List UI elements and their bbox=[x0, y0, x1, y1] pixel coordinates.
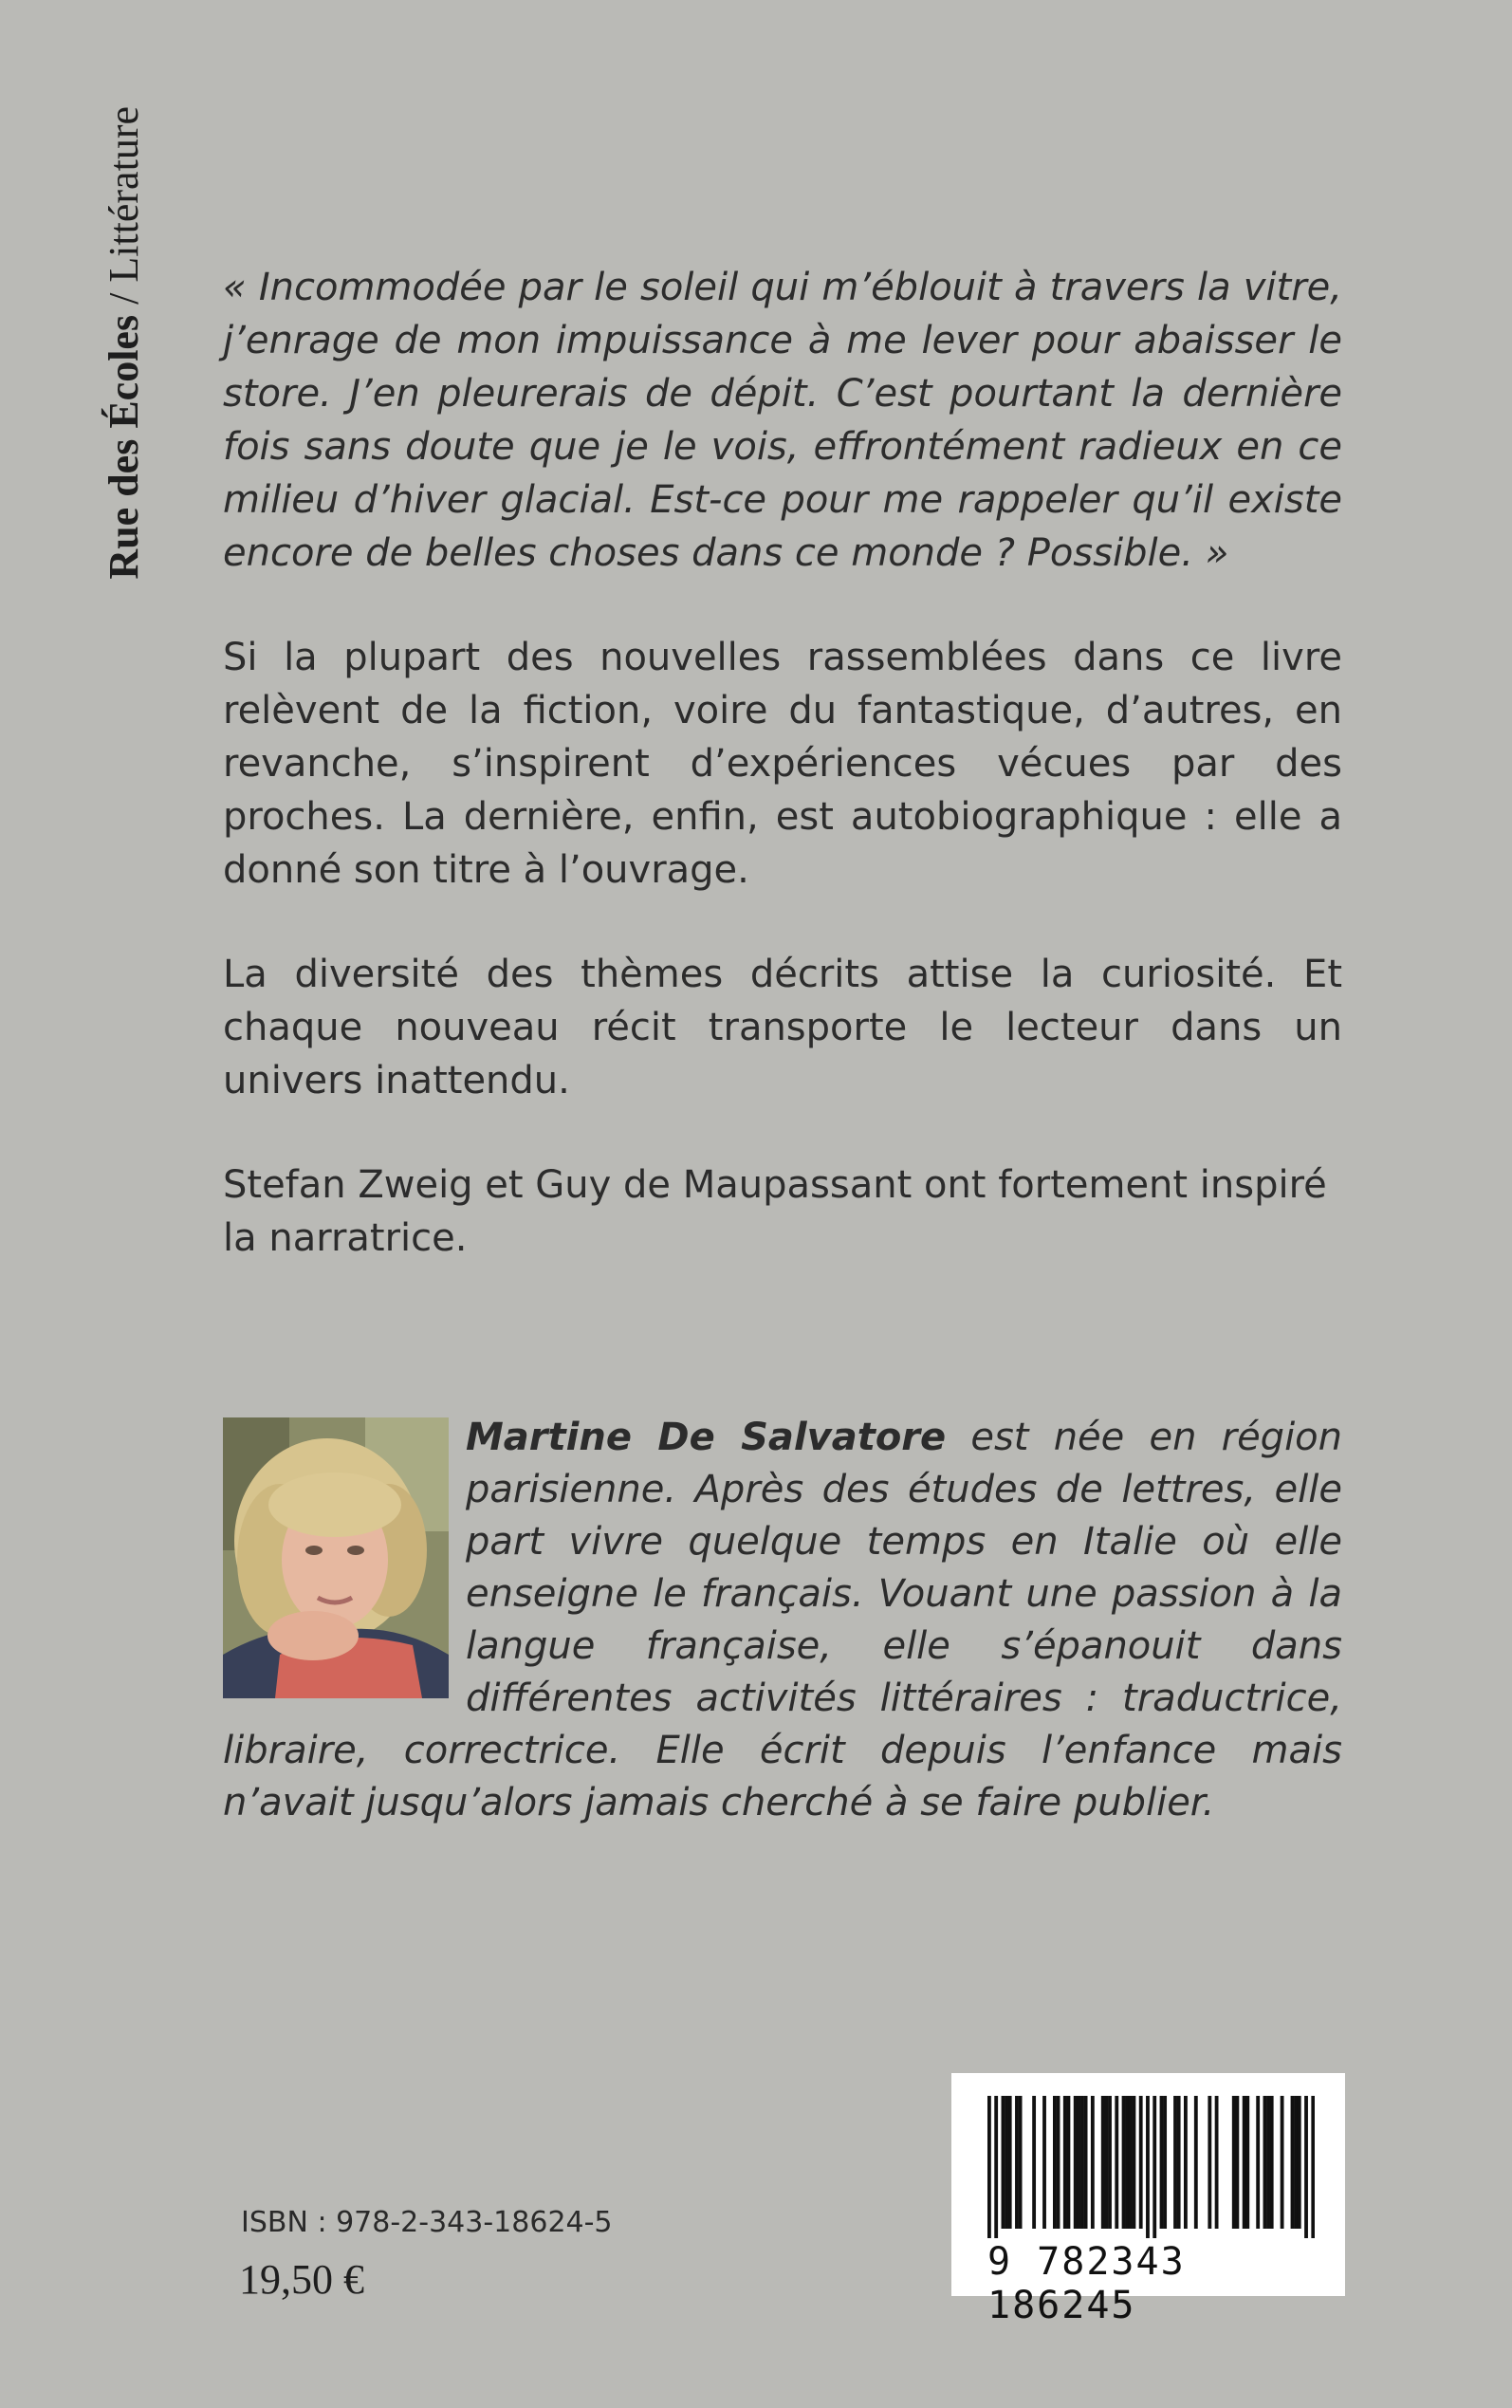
blurb bbox=[223, 261, 1342, 1265]
barcode-bar bbox=[1215, 2096, 1219, 2229]
barcode-bar bbox=[1104, 2096, 1108, 2229]
barcode-bar bbox=[1163, 2096, 1167, 2229]
barcode-bar bbox=[1291, 2096, 1295, 2229]
barcode-bar bbox=[1074, 2096, 1078, 2229]
barcode-bar bbox=[1304, 2096, 1308, 2238]
barcode-bar bbox=[1208, 2096, 1211, 2229]
barcode-bar bbox=[1032, 2096, 1036, 2229]
barcode-bar bbox=[1080, 2096, 1084, 2229]
barcode-bar bbox=[1057, 2096, 1060, 2229]
price: 19,50 € bbox=[239, 2256, 364, 2303]
barcode-bar bbox=[1091, 2096, 1095, 2229]
blurb-paragraph-2: La diversité des thèmes décrits attise la curiosité. Et chaque nouveau récit transporte le lecteur dans un univers inattendu. bbox=[223, 953, 1342, 1102]
barcode-bar bbox=[1232, 2096, 1236, 2229]
barcode-bar bbox=[1042, 2096, 1046, 2229]
barcode-bars bbox=[987, 2096, 1315, 2238]
barcode-bar bbox=[1146, 2096, 1150, 2238]
barcode-bar bbox=[994, 2096, 998, 2238]
barcode-bar bbox=[1008, 2096, 1012, 2229]
barcode-bar bbox=[1311, 2096, 1315, 2238]
barcode-bar bbox=[1184, 2096, 1188, 2229]
spine-series: Rue des Écoles bbox=[101, 314, 147, 580]
barcode-bar bbox=[1256, 2096, 1260, 2229]
barcode-bar bbox=[1053, 2096, 1057, 2229]
barcode-bar bbox=[1270, 2096, 1274, 2229]
barcode-bar bbox=[1015, 2096, 1019, 2229]
author-name: Martine De Salvatore bbox=[466, 1416, 947, 1459]
barcode-bar bbox=[1108, 2096, 1112, 2229]
barcode-bar bbox=[1281, 2096, 1284, 2229]
barcode-digits: 9 782343 186245 bbox=[987, 2240, 1186, 2327]
barcode-bar bbox=[1294, 2096, 1298, 2229]
barcode-bar bbox=[1005, 2096, 1008, 2229]
spine-text bbox=[91, 106, 157, 666]
isbn: ISBN : 978-2-343-18624-5 bbox=[241, 2206, 613, 2239]
barcode-bar bbox=[1067, 2096, 1071, 2229]
barcode-bar bbox=[1298, 2096, 1301, 2229]
barcode-bar bbox=[1115, 2096, 1118, 2229]
barcode bbox=[951, 2073, 1345, 2327]
author-photo bbox=[223, 1417, 449, 1698]
barcode-bar bbox=[1235, 2096, 1239, 2229]
barcode-bar bbox=[1133, 2096, 1136, 2229]
barcode-bar bbox=[1019, 2096, 1023, 2229]
barcode-bar bbox=[1084, 2096, 1088, 2229]
barcode-bar bbox=[1077, 2096, 1080, 2229]
barcode-bar bbox=[1243, 2096, 1246, 2229]
barcode-bar bbox=[1266, 2096, 1270, 2229]
blurb-paragraph-3: Stefan Zweig et Guy de Maupassant ont fortement inspiré la narratrice. bbox=[223, 1163, 1327, 1260]
barcode-bar bbox=[1173, 2096, 1177, 2229]
barcode-bar bbox=[1101, 2096, 1105, 2229]
barcode-bar bbox=[1139, 2096, 1143, 2229]
barcode-bar bbox=[1177, 2096, 1181, 2229]
barcode-bar bbox=[1194, 2096, 1198, 2229]
barcode-bar bbox=[1063, 2096, 1067, 2229]
barcode-bar bbox=[987, 2096, 991, 2238]
barcode-bar bbox=[1160, 2096, 1164, 2229]
barcode-bar bbox=[1122, 2096, 1126, 2229]
spine-separator: / bbox=[101, 282, 147, 315]
blurb-quote: « Incommodée par le soleil qui m’éblouit à travers la vitre, j’enrage de mon impuissance à me lever pour abaisser le store. J’en pleurerais de dépit. C’est pourtant la dernière fois sans doute que je le vois, effrontément radieux en ce milieu d’hiver glacial. Est-ce pour me rappeler qu’il existe encore de belles choses dans ce monde ? Possible. » bbox=[223, 266, 1342, 575]
barcode-bar bbox=[1245, 2096, 1249, 2229]
barcode-bar bbox=[1152, 2096, 1156, 2238]
author-bio-text: est née en région parisienne. Après des études de lettres, elle part vivre quelque temps en Italie où elle enseigne le français. Vouant une passion à la langue française, elle s’épanouit dans différentes activités littéraires : traductrice, libraire, correctrice. Elle écrit depuis l’enfance mais n’avait jusqu’alors jamais cherché à se faire publier. bbox=[223, 1416, 1342, 1825]
spine-title bbox=[91, 106, 157, 666]
spine-category: Littérature bbox=[101, 106, 147, 283]
barcode-bar bbox=[1129, 2096, 1133, 2229]
author-bio bbox=[223, 1412, 1342, 1829]
barcode-bar bbox=[1002, 2096, 1005, 2229]
barcode-bar bbox=[1125, 2096, 1129, 2229]
barcode-bar bbox=[1263, 2096, 1267, 2229]
blurb-paragraph-1: Si la plupart des nouvelles rassemblées dans ce livre relèvent de la fiction, voire du fantastique, d’autres, en revanche, s’inspirent d’expériences vécues par des proches. La dernière, enfin, est autobiographique : elle a donné son titre à l’ouvrage. bbox=[223, 636, 1342, 892]
